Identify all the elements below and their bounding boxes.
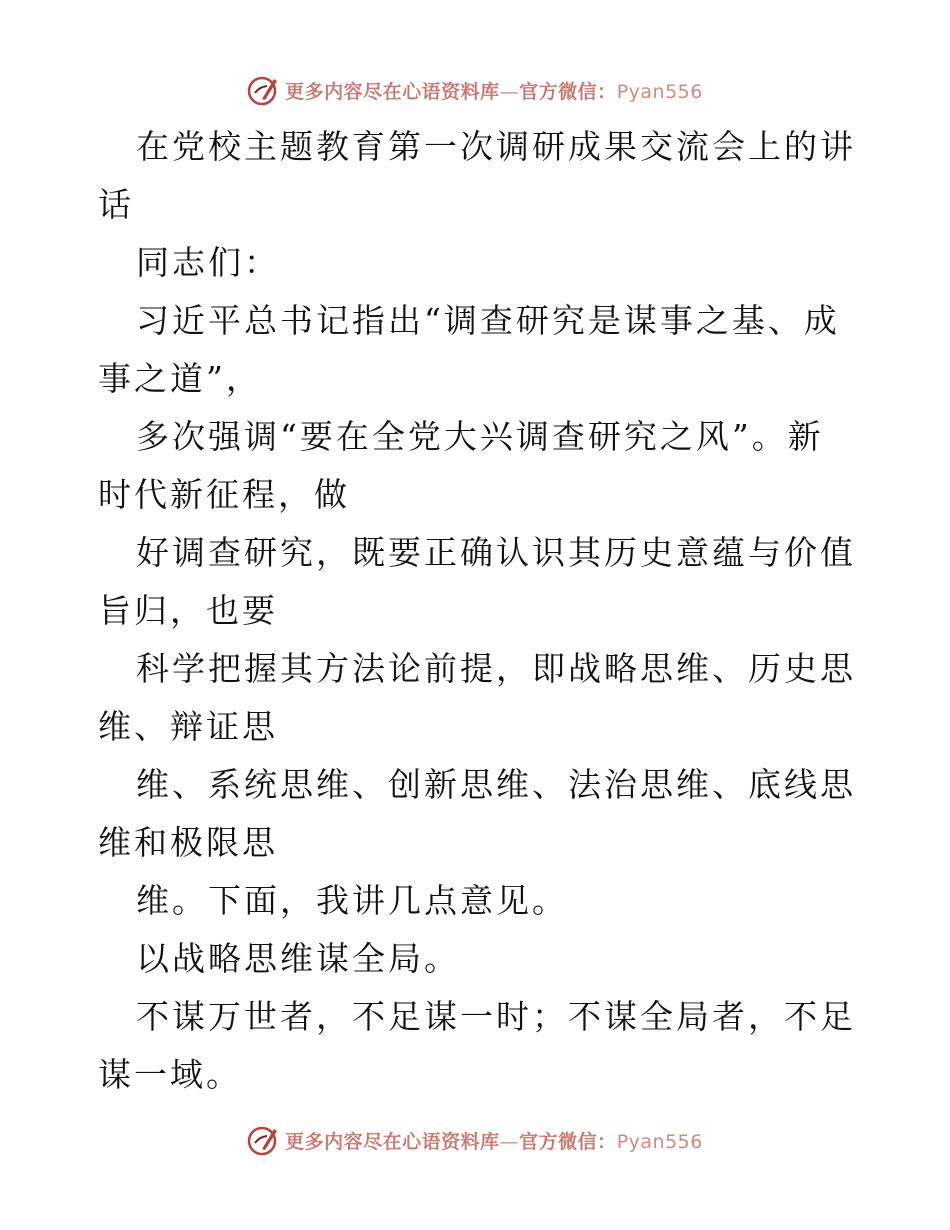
- watermark-separator: —: [499, 1130, 520, 1153]
- paragraph: 习近平总书记指出“调查研究是谋事之基、成事之道”，: [98, 301, 840, 398]
- document-title: 在党校主题教育第一次调研成果交流会上的讲话: [98, 127, 856, 224]
- watermark-text: [285, 1127, 703, 1154]
- paragraph: 科学把握其方法论前提，即战略思维、历史思维、辩证思: [98, 649, 856, 746]
- watermark-main: 更多内容尽在心语资料库: [285, 80, 500, 103]
- watermark-header: [0, 70, 950, 110]
- paragraph: 维、系统思维、创新思维、法治思维、底线思维和极限思: [98, 765, 856, 862]
- paragraph: 多次强调“要在全党大兴调查研究之风”。新时代新征程，做: [98, 417, 824, 514]
- paragraph: 不谋万世者，不足谋一时；不谋全局者，不足谋一域。: [98, 997, 856, 1094]
- watermark-id: Pyan556: [616, 1130, 703, 1153]
- watermark-label: 官方微信：: [519, 80, 617, 103]
- paragraph: 以战略思维谋全局。: [136, 939, 460, 978]
- paragraph: 好调查研究，既要正确认识其历史意蕴与价值旨归，也要: [98, 533, 856, 630]
- watermark-id: Pyan556: [616, 80, 703, 103]
- quill-pen-logo-icon: [247, 73, 281, 107]
- watermark-main: 更多内容尽在心语资料库: [285, 1130, 500, 1153]
- quill-pen-logo-icon: [247, 1123, 281, 1157]
- watermark-text: [285, 77, 703, 104]
- watermark-footer: [0, 1120, 950, 1160]
- paragraph: 维。下面，我讲几点意见。: [136, 881, 568, 920]
- document-body: [98, 118, 858, 1104]
- paragraph: 同志们：: [136, 243, 280, 282]
- watermark-label: 官方微信：: [519, 1130, 617, 1153]
- watermark-separator: —: [499, 80, 520, 103]
